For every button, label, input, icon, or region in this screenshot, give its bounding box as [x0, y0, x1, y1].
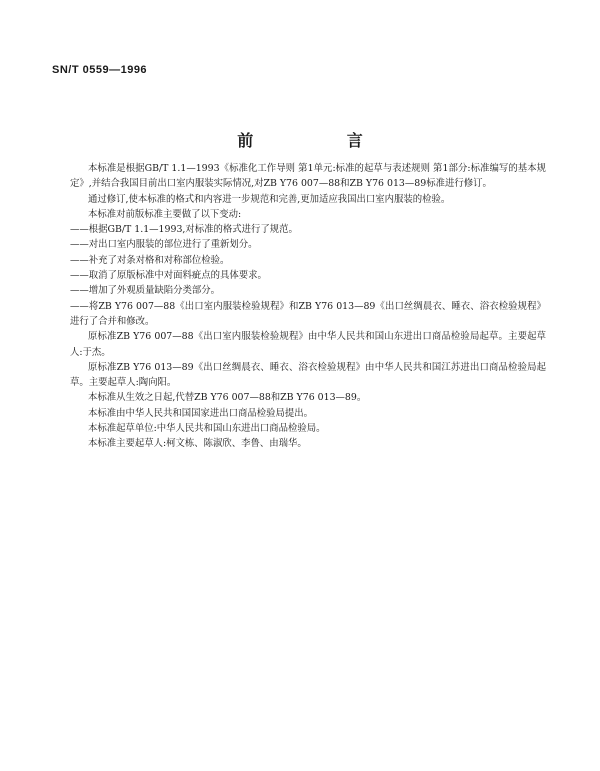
paragraph-revision-purpose: 通过修订,使本标准的格式和内容进一步规范和完善,更加适应我国出口室内服装的检验。 — [88, 193, 451, 205]
change-item-merge: ——将ZB Y76 007—88《出口室内服装检验规程》和ZB Y76 013—89《出口丝绸晨衣、睡衣、浴衣检验规程》进行了合并和修改。 — [70, 300, 546, 327]
paragraph-original-standard-2: 原标准ZB Y76 013—89《出口丝绸晨衣、睡衣、浴衣检验规程》由中华人民共和国江苏进出口商品检验局起草。主要起草人:陶向阳。 — [70, 361, 546, 389]
paragraph-proposer: 本标准由中华人民共和国国家进出口商品检验局提出。 — [88, 407, 314, 419]
paragraph-drafting-unit: 本标准起草单位:中华人民共和国山东进出口商品检验局。 — [88, 423, 326, 435]
change-item-symmetry: ——补充了对条对格和对称部位检验。 — [70, 254, 230, 266]
paragraph-original-standard-1: 原标准ZB Y76 007—88《出口室内服装检验规程》由中华人民共和国山东进出口商品检验局起草。主要起草人:于杰。 — [70, 331, 546, 358]
change-item-classification: ——增加了外观质量缺陷分类部分。 — [70, 285, 221, 297]
paragraph-changes-intro: 本标准对前版标准主要做了以下变动: — [88, 208, 242, 220]
change-item-format: ——根据GB/T 1.1—1993,对标准的格式进行了规范。 — [70, 224, 298, 236]
foreword-body — [70, 161, 546, 452]
change-item-parts: ——对出口室内服装的部位进行了重新划分。 — [70, 239, 258, 251]
paragraph-replacement: 本标准从生效之日起,代替ZB Y76 007—88和ZB Y76 013—89。 — [88, 392, 367, 404]
standard-code: SN/T 0559—1996 — [52, 64, 148, 76]
change-item-defects: ——取消了原版标准中对面料疵点的具体要求。 — [70, 270, 267, 282]
page-title: 前 言 — [237, 131, 407, 150]
paragraph-drafters: 本标准主要起草人:柯文栋、陈淑欣、李鲁、由瑞华。 — [88, 438, 307, 450]
paragraph-basis: 本标准是根据GB/T 1.1—1993《标准化工作导则 第1单元:标准的起草与表述规则 第1部分:标准编写的基本规定》,并结合我国目前出口室内服装实际情况,对ZB Y76 007—88和ZB Y76 013—89标准进行修订。 — [70, 163, 546, 190]
